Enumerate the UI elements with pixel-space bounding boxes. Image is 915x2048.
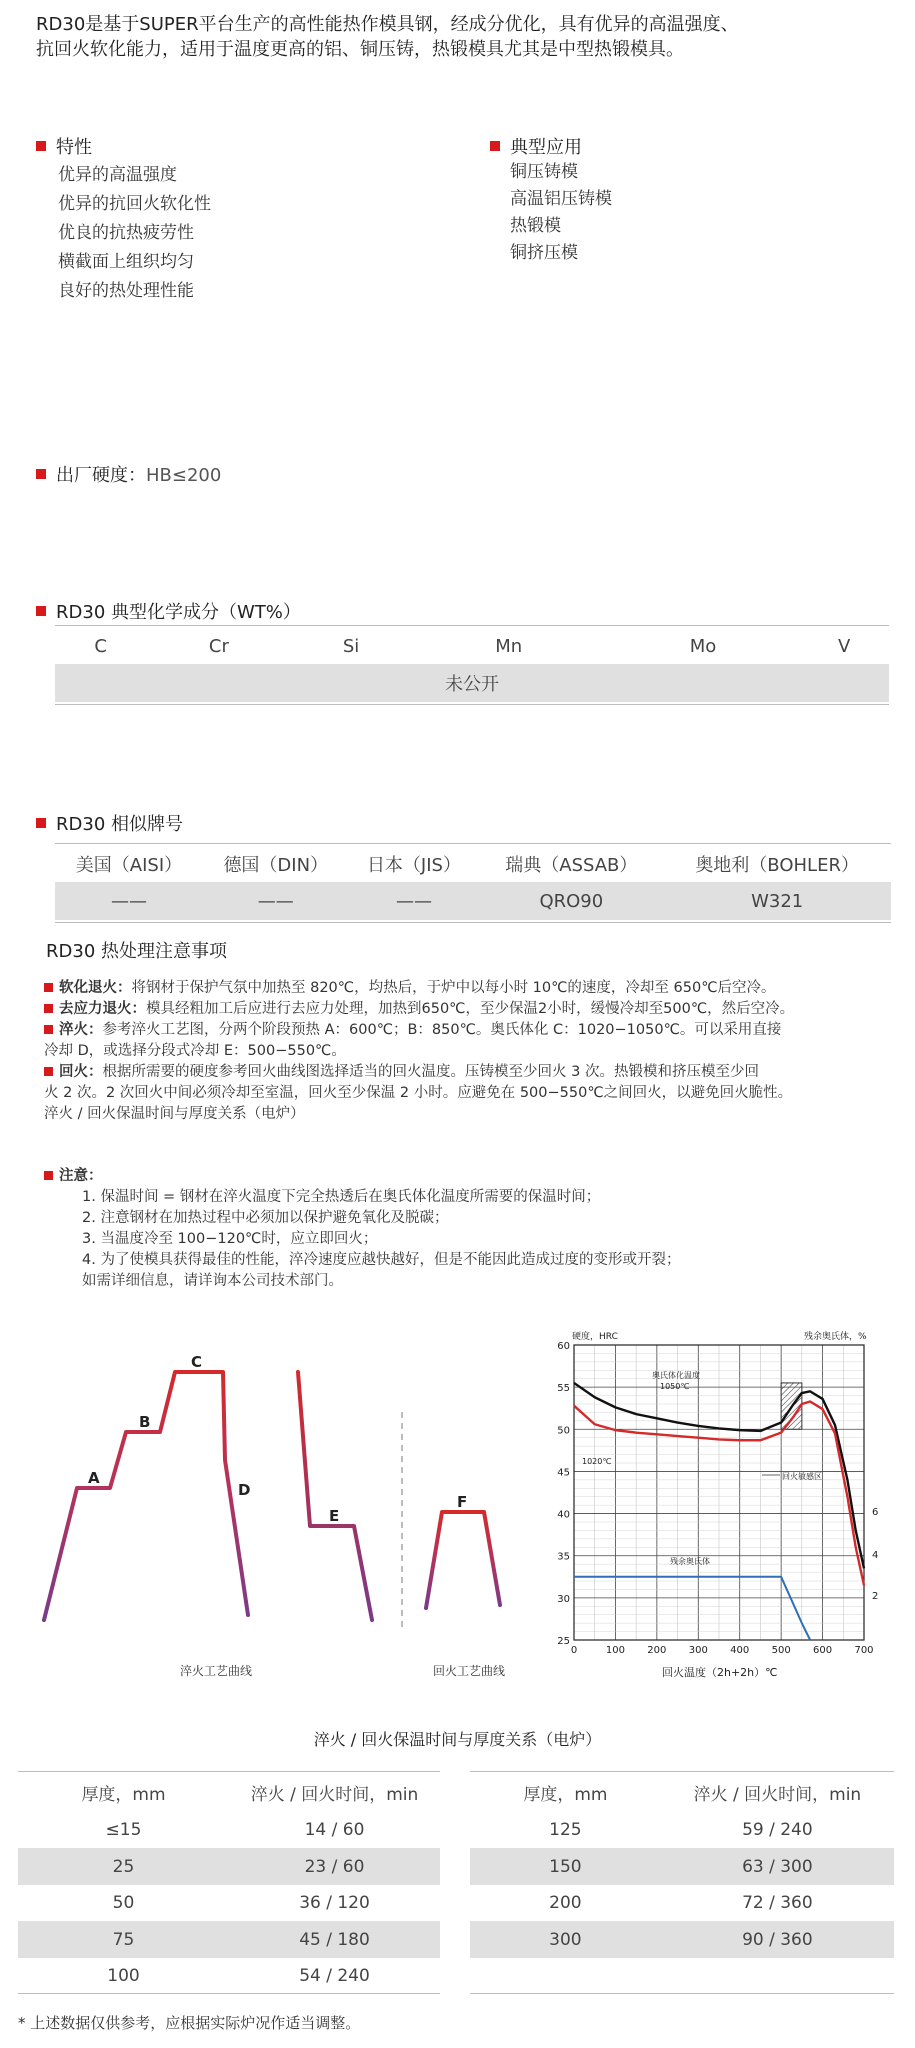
- time-header: 淬火 / 回火时间，min: [250, 1784, 419, 1805]
- note-item: 1. 保温时间 = 钢材在淬火温度下完全热透后在奥氏体化温度所需要的保温时间；: [82, 1189, 601, 1205]
- stage-label-d: D: [238, 1481, 251, 1499]
- x-tick-label: 500: [771, 1645, 791, 1656]
- bullet-square-icon: [44, 1067, 53, 1076]
- intro-paragraph: [36, 12, 856, 62]
- y-tick-label: 50: [557, 1425, 570, 1437]
- note-item: 3. 当温度冷至 100−120℃时，应立即回火；: [82, 1231, 378, 1247]
- heat-treatment-label: 去应力退火：: [59, 1001, 146, 1017]
- table-cell: 200: [549, 1893, 582, 1913]
- heat-treatment-item: [44, 978, 904, 999]
- table-cell: 300: [549, 1929, 582, 1950]
- table-cell: 72 / 360: [742, 1893, 813, 1913]
- x-tick-label: 100: [605, 1645, 625, 1656]
- intro-line-2: 抗回火软化能力，适用于温度更高的铝、铜压铸，热锻模具尤其是中型热锻模具。: [36, 39, 684, 60]
- applications-section: [490, 133, 612, 267]
- bullet-square-icon: [36, 141, 46, 151]
- applications-title: 典型应用: [510, 137, 582, 158]
- heat-treatment-label: 软化退火：: [59, 980, 132, 996]
- composition-table: [55, 628, 889, 702]
- heat-treatment-title: RD30 热处理注意事项: [46, 941, 227, 962]
- composition-header: Mn: [495, 635, 523, 657]
- composition-title: RD30 典型化学成分（WT%）: [56, 602, 301, 623]
- y-tick-label: 25: [557, 1636, 570, 1647]
- hardness-value: HB≤200: [146, 465, 222, 486]
- similar-header: 德国（DIN）: [223, 855, 329, 876]
- application-item: 高温铝压铸模: [510, 189, 612, 209]
- similar-title: RD30 相似牌号: [56, 814, 183, 835]
- divider: [55, 704, 889, 705]
- heat-treatment-item: [44, 999, 904, 1020]
- composition-header: Cr: [208, 635, 229, 657]
- bullet-square-icon: [44, 983, 53, 992]
- similar-value: W321: [751, 890, 804, 912]
- annotation-retained: 残余奥氏体: [670, 1557, 710, 1566]
- composition-value: 未公开: [445, 674, 499, 695]
- table-cell: 59 / 240: [742, 1819, 813, 1840]
- table-cell: 36 / 120: [299, 1893, 370, 1913]
- bullet-square-icon: [44, 1171, 53, 1180]
- table-cell: 90 / 360: [742, 1929, 813, 1950]
- application-item: 铜挤压模: [510, 243, 578, 263]
- annotation-austenitizing: 奥氏体化温度: [652, 1371, 700, 1380]
- divider: [470, 1771, 894, 1772]
- similar-header: 美国（AISI）: [75, 855, 183, 876]
- feature-item: 优异的抗回火软化性: [58, 194, 211, 214]
- feature-item: 横截面上组织均匀: [58, 252, 194, 272]
- heat-treatment-list: [44, 978, 904, 1125]
- hardness-label: 出厂硬度：: [56, 465, 146, 486]
- heat-treatment-label: 淬火：: [59, 1022, 103, 1038]
- composition-header: C: [94, 635, 107, 657]
- composition-header: Si: [342, 635, 360, 657]
- application-item: 铜压铸模: [510, 162, 578, 182]
- table-cell: 125: [549, 1819, 582, 1840]
- stepped-cooling-curve: [298, 1372, 372, 1620]
- bullet-square-icon: [36, 469, 46, 479]
- table-cell: 50: [112, 1893, 135, 1913]
- chart-grid: [574, 1345, 864, 1640]
- table-cell: 63 / 300: [742, 1856, 813, 1877]
- heat-treatment-text: 模具经粗加工后应进行去应力处理，加热到650℃，至少保温2小时，缓慢冷却至500℃，然后空冷。: [146, 1001, 795, 1017]
- thickness-table-title: 淬火 / 回火保温时间与厚度关系（电炉）: [313, 1730, 602, 1749]
- thickness-header: 厚度，mm: [81, 1784, 166, 1805]
- heat-treatment-label: 回火：: [59, 1064, 103, 1080]
- x-tick-label: 600: [813, 1645, 833, 1656]
- bullet-square-icon: [36, 818, 46, 828]
- heat-treatment-text: 淬火 / 回火保温时间与厚度关系（电炉）: [44, 1106, 305, 1122]
- table-cell: 14 / 60: [304, 1819, 365, 1840]
- series-line: [574, 1577, 810, 1640]
- x-tick-label: 300: [688, 1645, 708, 1656]
- y-tick-label: 60: [557, 1341, 570, 1352]
- heat-treatment-text: 参考淬火工艺图，分两个阶段预热 A：600℃；B：850℃。奥氏体化 C：1020−1050℃。可以采用直接: [102, 1022, 782, 1038]
- note-item: 4. 为了使模具获得最佳的性能，淬冷速度应越快越好，但是不能因此造成过度的变形或开裂；: [82, 1252, 681, 1268]
- annotation-1020: 1020℃: [582, 1457, 612, 1466]
- similar-value: ——: [110, 890, 147, 912]
- temper-curve: [426, 1512, 500, 1608]
- stage-label-a: A: [88, 1469, 100, 1487]
- stage-label-f: F: [457, 1493, 468, 1511]
- similar-header: 瑞典（ASSAB）: [505, 855, 638, 876]
- features-section: [36, 133, 211, 306]
- heat-treatment-text: 火 2 次。2 次回火中间必须冷却至室温，回火至少保温 2 小时。应避免在 500−550℃之间回火，以避免回火脆性。: [44, 1085, 793, 1101]
- heat-treatment-item: [44, 1062, 904, 1083]
- divider: [55, 922, 891, 923]
- tempering-chart: [540, 1325, 905, 1685]
- right-tick-6: 6: [872, 1507, 879, 1518]
- table-cell: 150: [549, 1856, 582, 1877]
- hardness-line: [36, 461, 221, 487]
- divider: [18, 1993, 440, 1994]
- feature-item: 良好的热处理性能: [58, 281, 194, 301]
- bullet-square-icon: [44, 1004, 53, 1013]
- thickness-header: 厚度，mm: [523, 1784, 608, 1805]
- y-tick-label: 55: [557, 1383, 570, 1395]
- similar-grades-table: [55, 846, 891, 920]
- notes-title: 注意：: [59, 1168, 103, 1184]
- features-title: 特性: [56, 137, 92, 158]
- notes-section: [44, 1166, 904, 1292]
- bullet-square-icon: [36, 606, 46, 616]
- y-tick-label: 35: [557, 1551, 570, 1563]
- similar-title-row: [36, 810, 183, 836]
- divider: [18, 1771, 440, 1772]
- table-cell: ≤15: [105, 1819, 142, 1840]
- footnote: * 上述数据仅供参考，应根据实际炉况作适当调整。: [18, 2014, 361, 2032]
- table-cell: 100: [107, 1966, 140, 1986]
- y-tick-label: 40: [557, 1509, 570, 1521]
- stage-label-e: E: [329, 1507, 340, 1525]
- similar-value: ——: [395, 890, 432, 912]
- annotation-range: 回火敏感区: [782, 1472, 822, 1481]
- similar-value: QRO90: [539, 890, 604, 912]
- note-item: 2. 注意钢材在加热过程中必须加以保护避免氧化及脱碳；: [82, 1210, 449, 1226]
- right-tick-2: 2: [872, 1591, 879, 1602]
- table-cell: 45 / 180: [299, 1929, 370, 1950]
- composition-title-row: [36, 598, 301, 624]
- feature-item: 优良的抗热疲劳性: [58, 223, 194, 243]
- y-tick-label: 45: [557, 1467, 570, 1479]
- x-tick-label: 700: [854, 1645, 874, 1656]
- x-tick-label: 400: [730, 1645, 750, 1656]
- similar-header: 日本（JIS）: [366, 855, 461, 876]
- x-tick-label: 0: [570, 1645, 578, 1656]
- y2-axis-title: 残余奥氏体，%: [804, 1332, 867, 1342]
- x-tick-label: 200: [647, 1645, 667, 1656]
- note-item: 如需详细信息，请详询本公司技术部门。: [82, 1273, 343, 1289]
- y-tick-label: 30: [557, 1593, 570, 1605]
- stage-label-b: B: [139, 1413, 151, 1431]
- table-cell: 54 / 240: [299, 1966, 370, 1986]
- stage-label-c: C: [191, 1353, 203, 1371]
- y-tick-labels: [557, 1341, 570, 1647]
- right-tick-4: 4: [872, 1550, 879, 1561]
- bullet-square-icon: [490, 141, 500, 151]
- y-axis-title: 硬度，HRC: [572, 1332, 618, 1342]
- bullet-square-icon: [44, 1025, 53, 1034]
- table-cell: 25: [112, 1856, 135, 1877]
- composition-header: V: [838, 635, 851, 657]
- table-cell: 23 / 60: [304, 1856, 365, 1877]
- process-diagram: [30, 1340, 520, 1685]
- heat-treatment-text: 将钢材于保护气氛中加热至 820℃，均热后，于炉中以每小时 10℃的速度，冷却至 650℃后空冷。: [131, 980, 776, 996]
- x-tick-labels: [571, 1645, 874, 1656]
- annotation-1050: 1050℃: [660, 1382, 690, 1391]
- feature-item: 优异的高温强度: [58, 165, 177, 185]
- temper-caption: 回火工艺曲线: [433, 1664, 506, 1678]
- thickness-table-right: [470, 1773, 894, 1958]
- table-cell: 75: [112, 1929, 135, 1950]
- composition-header: Mo: [689, 635, 717, 657]
- divider: [470, 1993, 894, 1994]
- heat-treatment-item: [44, 1020, 904, 1041]
- quench-caption: 淬火工艺曲线: [180, 1664, 253, 1678]
- divider: [55, 843, 891, 844]
- time-header: 淬火 / 回火时间，min: [693, 1784, 862, 1805]
- thickness-table-left: [18, 1773, 440, 1994]
- similar-value: ——: [257, 890, 294, 912]
- divider: [55, 625, 889, 626]
- x-axis-title: 回火温度（2h+2h）℃: [662, 1666, 778, 1679]
- heat-treatment-text: 根据所需要的硬度参考回火曲线图选择适当的回火温度。压铸模至少回火 3 次。热锻模和挤压模至少回: [102, 1064, 759, 1080]
- similar-header: 奥地利（BOHLER）: [695, 855, 859, 876]
- intro-line-1: RD30是基于SUPER平台生产的高性能热作模具钢，经成分优化，具有优异的高温强度、: [36, 14, 739, 35]
- quench-curve: [44, 1372, 251, 1620]
- heat-treatment-text: 冷却 D，或选择分段式冷却 E：500−550℃。: [44, 1043, 346, 1059]
- application-item: 热锻模: [510, 216, 561, 236]
